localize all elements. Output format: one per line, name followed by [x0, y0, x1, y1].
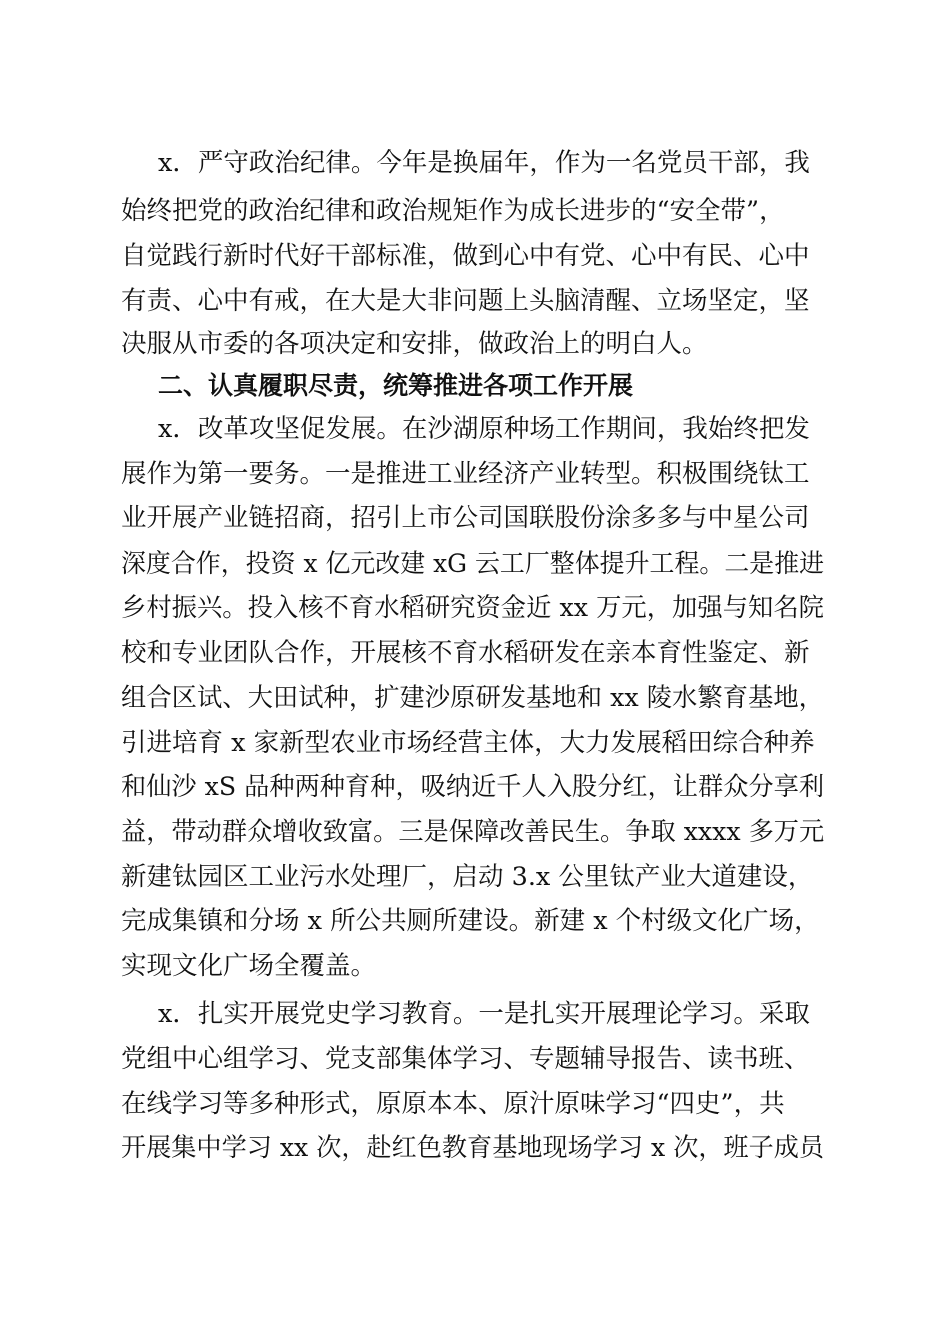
line-text: 党组中心组学习、党支部集体学习、专题辅导报告、读书班、	[121, 1044, 810, 1074]
line-text: 校和专业团队合作，开展核不育水稻研发在亲本育性鉴定、新	[121, 638, 810, 668]
line-text: 有责、心中有戒，在大是大非问题上头脑清醒、立场坚定，坚	[121, 286, 810, 316]
line-text: 和仙沙 xS 品种两种育种，吸纳近千人入股分红，让群众分享利	[121, 772, 825, 802]
paragraph-line	[0, 411, 950, 447]
paragraph-line	[0, 500, 950, 536]
line-text: x．扎实开展党史学习教育。一是扎实开展理论学习。采取	[158, 999, 810, 1029]
paragraph-line	[0, 635, 950, 671]
line-text: 业开展产业链招商，招引上市公司国联股份涂多多与中星公司	[121, 503, 810, 533]
paragraph-line	[0, 948, 950, 984]
paragraph-line	[0, 283, 950, 319]
paragraph-line	[0, 859, 950, 895]
line-text: 引进培育 x 家新型农业市场经营主体，大力发展稻田综合种养	[121, 728, 815, 758]
line-text: x．严守政治纪律。今年是换届年，作为一名党员干部，我	[158, 148, 810, 178]
line-text: 展作为第一要务。一是推进工业经济产业转型。积极围绕钛工	[121, 459, 810, 489]
paragraph-line	[0, 1130, 950, 1166]
line-text: 决服从市委的各项决定和安排，做政治上的明白人。	[121, 329, 708, 359]
paragraph-line	[0, 814, 950, 850]
line-text: 深度合作，投资 x 亿元改建 xG 云工厂整体提升工程。二是推进	[121, 549, 825, 579]
paragraph-line	[0, 1041, 950, 1077]
paragraph-line	[0, 590, 950, 626]
paragraph-line	[0, 996, 950, 1032]
paragraph-line	[0, 769, 950, 805]
paragraph-line	[0, 546, 950, 582]
paragraph-line	[0, 725, 950, 761]
line-text: 完成集镇和分场 x 所公共厕所建设。新建 x 个村级文化广场，	[121, 906, 820, 936]
paragraph-line	[0, 326, 950, 362]
line-text: 新建钛园区工业污水处理厂，启动 3.x 公里钛产业大道建设，	[121, 862, 814, 892]
section-heading-text: 二、认真履职尽责，统筹推进各项工作开展	[158, 371, 634, 400]
section-heading	[0, 368, 950, 404]
line-text: 益，带动群众增收致富。三是保障改善民生。争取 xxxx 多万元	[121, 817, 825, 847]
line-text: 在线学习等多种形式，原原本本、原汁原味学习“四史”，共	[121, 1089, 785, 1119]
paragraph-line	[0, 903, 950, 939]
paragraph-line	[0, 193, 950, 229]
paragraph-line	[0, 1086, 950, 1122]
line-text: 始终把党的政治纪律和政治规矩作为成长进步的“安全带”，	[121, 196, 785, 226]
line-text: x．改革攻坚促发展。在沙湖原种场工作期间，我始终把发	[158, 414, 810, 444]
line-text: 组合区试、大田试种，扩建沙原研发基地和 xx 陵水繁育基地，	[121, 683, 824, 713]
line-text: 开展集中学习 xx 次，赴红色教育基地现场学习 x 次，班子成员	[121, 1133, 825, 1163]
line-text: 乡村振兴。投入核不育水稻研究资金近 xx 万元，加强与知名院	[121, 593, 824, 623]
line-text: 自觉践行新时代好干部标准，做到心中有党、心中有民、心中	[121, 241, 810, 271]
paragraph-line	[0, 238, 950, 274]
line-text: 实现文化广场全覆盖。	[121, 951, 377, 981]
paragraph-line	[0, 145, 950, 181]
paragraph-line	[0, 680, 950, 716]
paragraph-line	[0, 456, 950, 492]
